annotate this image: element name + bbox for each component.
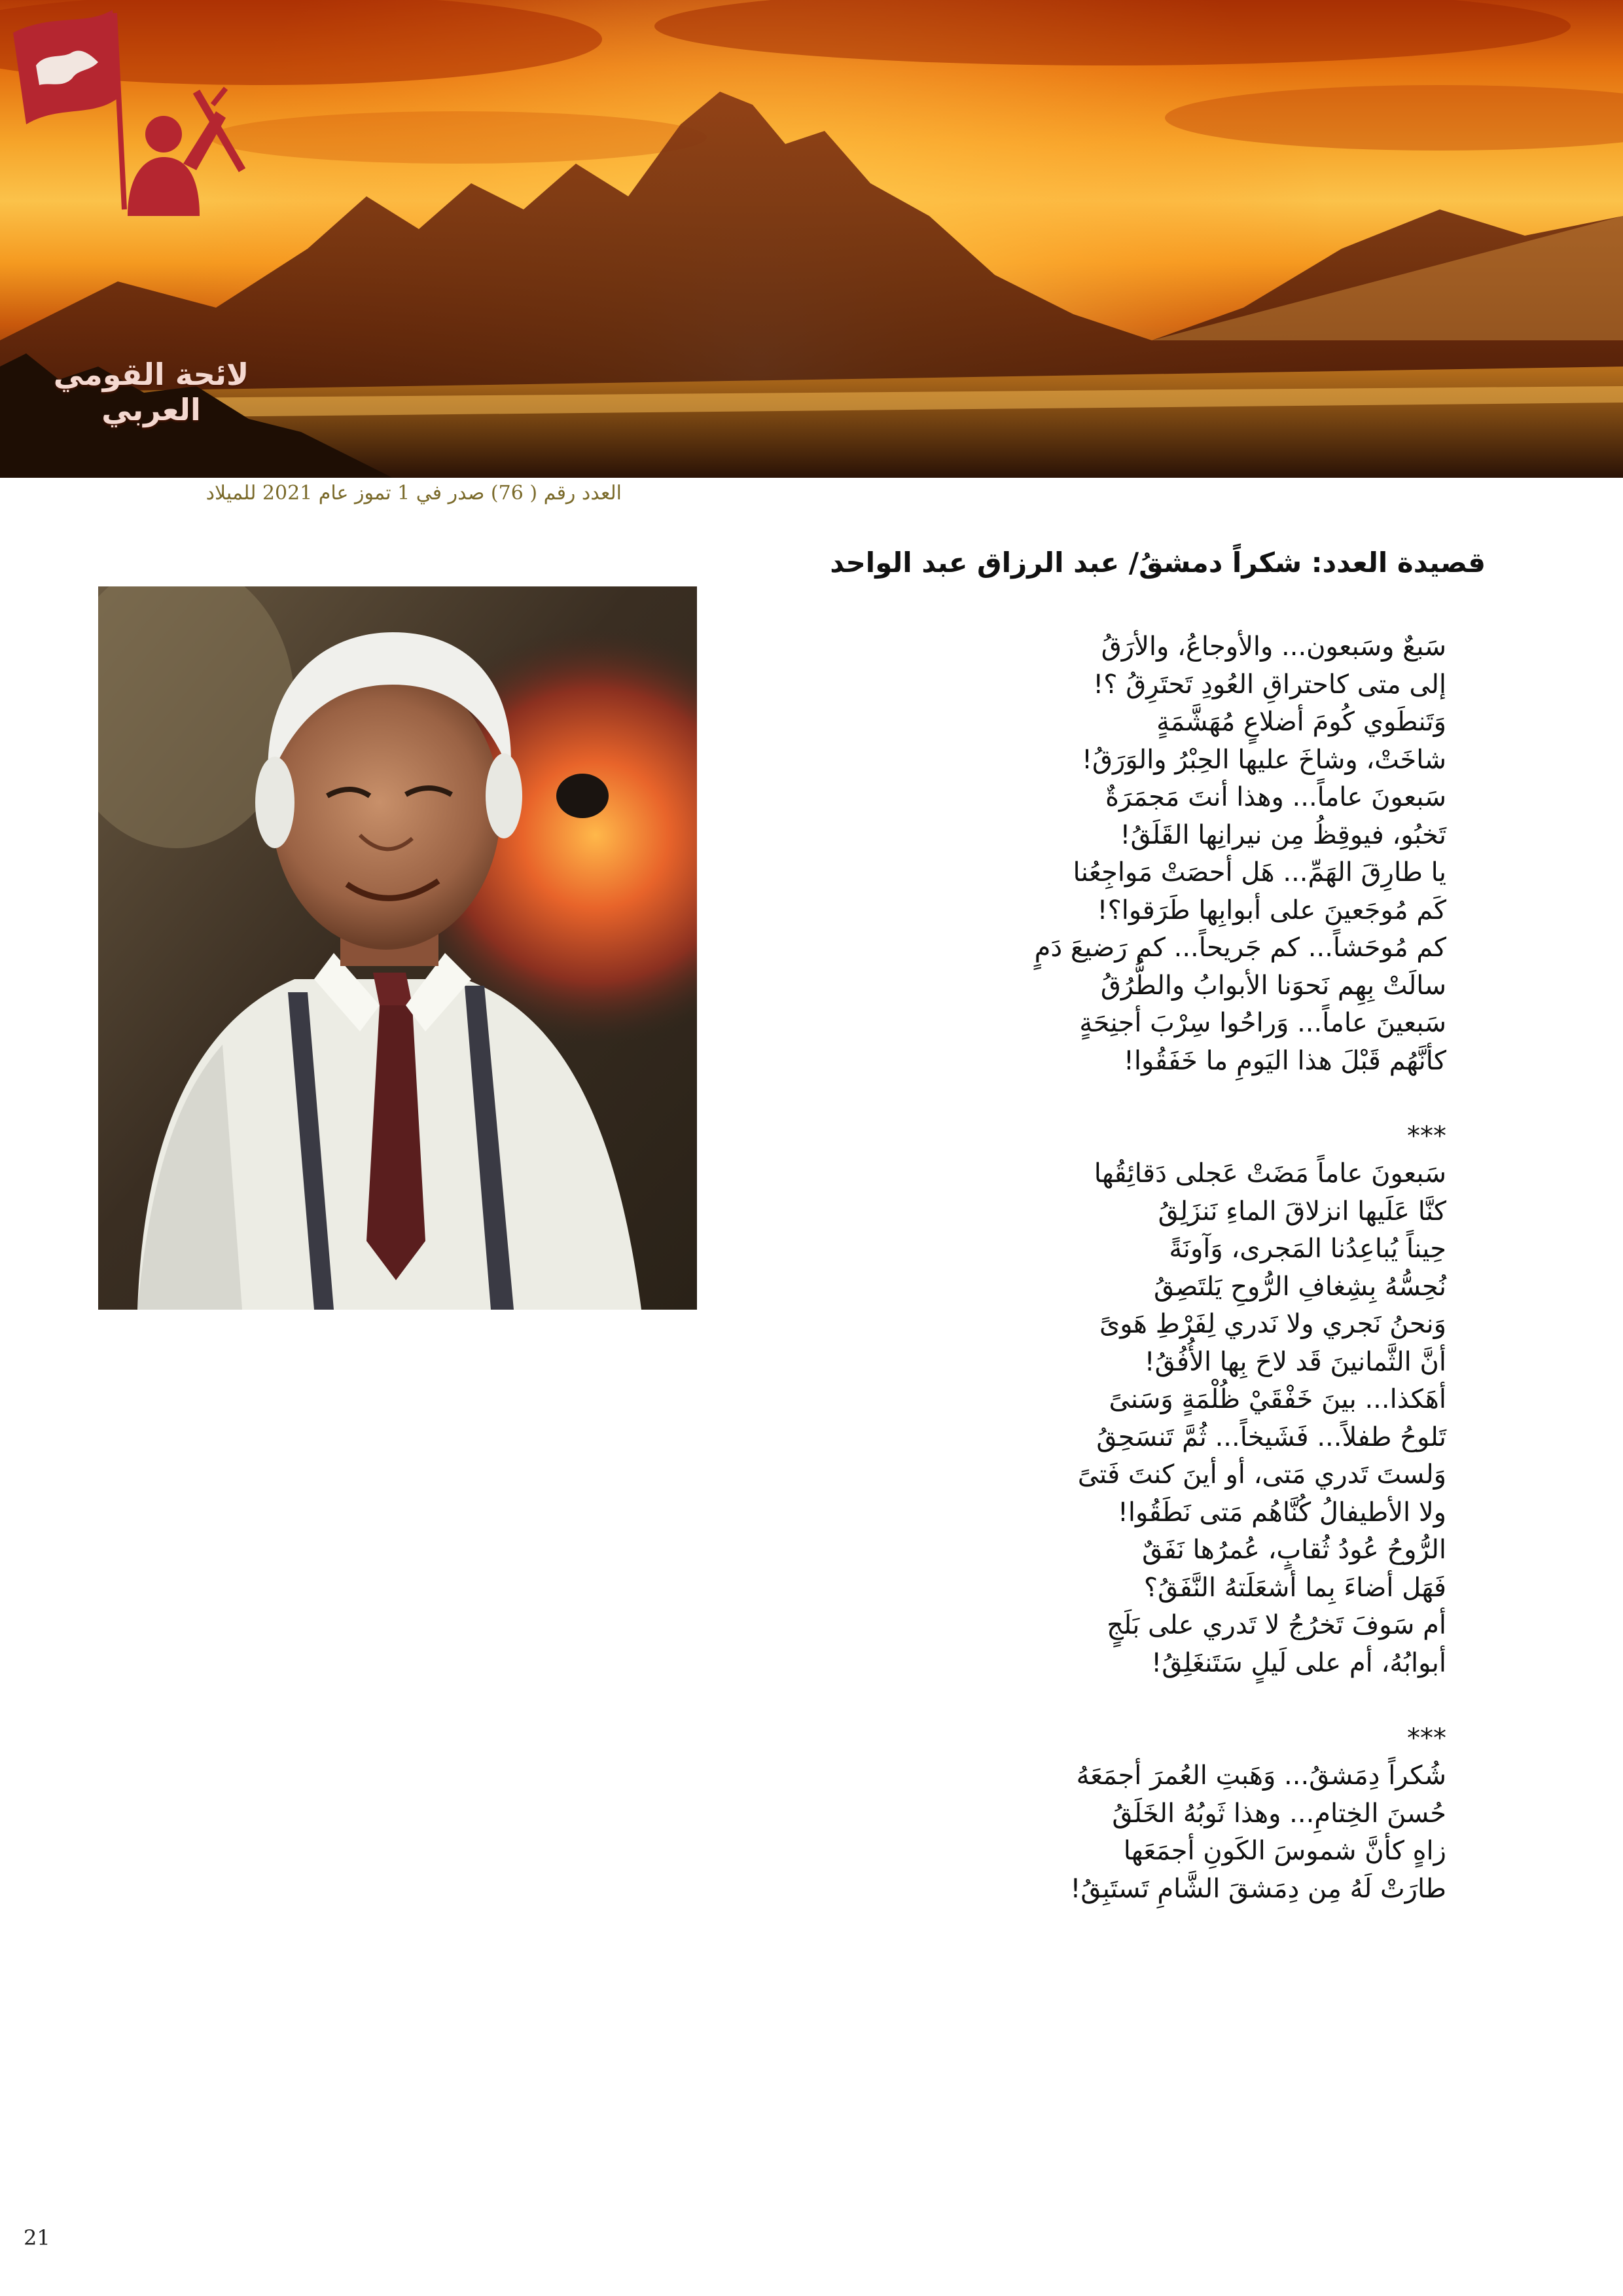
- verse-line: ولا الأطيفالُ كُنَّاهُم مَتى نَطَقُوا!: [1117, 1497, 1446, 1528]
- verse-line: فَهَل أضاءَ بِما أشعَلَتهُ النَّفَقُ؟: [1143, 1572, 1446, 1603]
- verse-line: نُحِسُّهُ بِشِغافِ الرُّوحِ يَلتَصِقُ: [1154, 1271, 1446, 1302]
- stanza-separator: ***: [1407, 1723, 1446, 1753]
- verse-line: كأنَّهُم قَبْلَ هذا اليَومِ ما خَفَقُوا!: [1123, 1045, 1446, 1076]
- verse-line: كم مُوحَشاً... كم جَريحاً... كم رَضيعَ دَمٍ: [1034, 933, 1446, 963]
- verse-line: سَبعونَ عاماً... وهذا أنتَ مَجمَرَةٌ: [1105, 782, 1446, 812]
- verse-line: أبوابُهُ، أم على لَيلٍ سَتَنغَلِقُ!: [1151, 1647, 1446, 1678]
- logo-text: لائحة القومي العربي: [53, 357, 249, 427]
- verse-line: زاهٍ كأنَّ شموسَ الكَونِ أجمَعَها: [1123, 1836, 1446, 1866]
- stanza-1: [726, 628, 1446, 1080]
- verse-line: سَبعينَ عاماً... وَراحُوا سِرْبَ أجنِحَةٍ: [1079, 1008, 1446, 1038]
- stanza-separator: ***: [1407, 1121, 1446, 1151]
- verse-line: أهَكذا... بينَ خَفْقَيْ ظُلْمَةٍ وَسَنىً: [1109, 1384, 1446, 1414]
- verse-line: الرُّوحُ عُودُ ثُقابٍ، عُمرُها نَفَقٌ: [1142, 1535, 1446, 1565]
- verse-line: تَخبُو، فيوقِظُ مِن نيرانِها القَلَقُ!: [1120, 819, 1446, 850]
- verse-line: كنَّا عَلَيها انزلاقَ الماءِ نَنزَلِقُ: [1158, 1196, 1446, 1227]
- poem-title: قصيدة العدد: شكراً دمشقُ/ عبد الرزاق عبد الواحد: [830, 547, 1486, 579]
- verse-line: كَم مُوجَعينَ على أبوابِها طَرَقوا؟!: [1097, 895, 1446, 925]
- verse-line: سَبعونَ عاماً مَضَتْ عَجلى دَقائِقُها: [1094, 1158, 1446, 1189]
- organization-logo: [0, 0, 262, 275]
- verse-line: سالَتْ بِهِم نَحوَنا الأبوابُ والطُّرُقُ: [1100, 970, 1446, 1001]
- verse-line: أنَّ الثَّمانينَ قَد لاحَ بِها الأُفُقُ!: [1144, 1346, 1446, 1377]
- verse-line: وَلستَ تَدري مَتى، أو أينَ كنتَ فَتىً: [1077, 1460, 1446, 1490]
- verse-line: تَلوحُ طفلاً... فَشَيخاً... ثُمَّ تَنسَحِقُ: [1096, 1422, 1446, 1452]
- verse-line: شاخَتْ، وشاخَ عليها الحِبْرُ والوَرَقُ!: [1081, 744, 1446, 775]
- page-number: 21: [24, 2225, 50, 2250]
- poem-body: [726, 628, 1446, 1908]
- verse-line: طارَتْ لَهُ مِن دِمَشقَ الشَّامِ تَستَبِقُ!: [1070, 1873, 1446, 1904]
- header-banner: [0, 0, 1623, 478]
- verse-line: أم سَوفَ تَخرُجُ لا تَدري على بَلَجٍ: [1107, 1610, 1446, 1640]
- stanza-2: [726, 1155, 1446, 1682]
- verse-line: حِيناً يُباعِدُنا المَجرى، وَآونَةً: [1169, 1234, 1446, 1264]
- verse-line: وَتَنطَوي كُومَ أضلاعٍ مُهَشَّمَةٍ: [1156, 707, 1446, 737]
- poet-photo: [98, 586, 697, 1310]
- verse-line: حُسنَ الخِتامِ... وهذا ثَوبُهُ الخَلَقُ: [1112, 1798, 1446, 1829]
- verse-line: سَبعٌ وسَبعون... والأوجاعُ، والأرَقُ: [1101, 632, 1446, 662]
- issue-info: العدد رقم ( 76) صدر في 1 تموز عام 2021 للميلاد: [205, 482, 622, 505]
- verse-line: وَنحنُ نَجري ولا نَدري لِفَرْطِ هَوىً: [1099, 1309, 1446, 1339]
- verse-line: شُكراً دِمَشقُ... وَهَبتِ العُمرَ أجمَعَهُ: [1076, 1761, 1446, 1791]
- verse-line: يا طارِقَ الهَمِّ... هَل أحصَتْ مَواجِعُنا: [1073, 857, 1446, 888]
- portrait-image: [98, 586, 697, 1310]
- stanza-3: [726, 1757, 1446, 1908]
- verse-line: إلى متى كاحتراقِ العُودِ تَحتَرِقُ ؟!: [1093, 669, 1446, 700]
